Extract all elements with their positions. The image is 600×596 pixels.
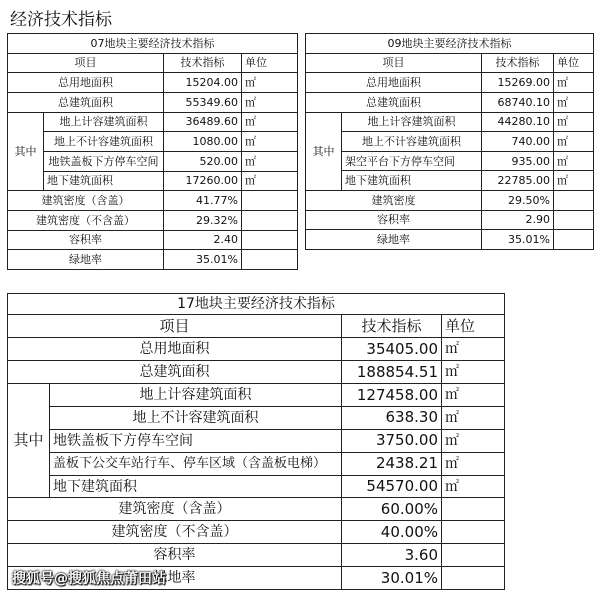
row-unit: ㎡: [442, 406, 505, 429]
row-value: 40.00%: [342, 521, 442, 544]
row-unit: ㎡: [442, 338, 505, 361]
row-label: 建筑密度: [306, 191, 482, 211]
row-value: 55349.60: [164, 92, 242, 112]
row-value: 41.77%: [164, 191, 242, 211]
row-label: 建筑密度（不含盖）: [8, 210, 164, 230]
row-label: 地下建筑面积: [50, 475, 342, 498]
row-label: 总建筑面积: [8, 361, 342, 384]
group-label: 其中: [8, 112, 44, 191]
row-value: 29.50%: [482, 191, 554, 211]
row-label: 地上不计容建筑面积: [342, 132, 482, 152]
row-unit: ㎡: [442, 361, 505, 384]
row-label: 地上计容建筑面积: [342, 112, 482, 132]
row-value: 188854.51: [342, 361, 442, 384]
header-item: 项目: [8, 315, 342, 338]
header-unit: 单位: [242, 53, 298, 73]
row-value: 1080.00: [164, 132, 242, 152]
row-value: 54570.00: [342, 475, 442, 498]
row-label: 地铁盖板下方停车空间: [44, 151, 164, 171]
row-value: 935.00: [482, 151, 554, 171]
row-label: 建筑密度（含盖）: [8, 498, 342, 521]
row-value: 520.00: [164, 151, 242, 171]
row-label: 绿地率: [306, 230, 482, 250]
row-label: 地下建筑面积: [44, 171, 164, 191]
row-unit: ㎡: [442, 475, 505, 498]
row-value: 35405.00: [342, 338, 442, 361]
row-unit: ㎡: [554, 92, 594, 112]
row-unit: ㎡: [242, 73, 298, 93]
row-label: 地上计容建筑面积: [44, 112, 164, 132]
header-unit: 单位: [442, 315, 505, 338]
table-17: [7, 293, 504, 590]
row-label: 总用地面积: [8, 73, 164, 93]
row-label: 总建筑面积: [8, 92, 164, 112]
row-label: 地上不计容建筑面积: [44, 132, 164, 152]
row-value: 127458.00: [342, 384, 442, 407]
row-unit: ㎡: [242, 92, 298, 112]
row-label: 建筑密度（不含盖）: [8, 521, 342, 544]
row-unit: ㎡: [242, 112, 298, 132]
row-label: 绿地率: [8, 567, 342, 590]
row-label: 容积率: [8, 544, 342, 567]
row-unit: ㎡: [242, 151, 298, 171]
table-09: [305, 33, 593, 250]
header-index: 技术指标: [342, 315, 442, 338]
row-label: 地下建筑面积: [342, 171, 482, 191]
row-unit: ㎡: [442, 452, 505, 475]
row-unit: ㎡: [242, 171, 298, 191]
header-index: 技术指标: [164, 53, 242, 73]
row-label: 建筑密度（含盖）: [8, 191, 164, 211]
table-title: 17地块主要经济技术指标: [8, 294, 505, 315]
row-label: 地铁盖板下方停车空间: [50, 429, 342, 452]
row-label: 容积率: [306, 210, 482, 230]
table-07: [7, 33, 297, 270]
table-title: 07地块主要经济技术指标: [8, 34, 298, 54]
header-item: 项目: [8, 53, 164, 73]
watermark: 搜狐号@搜狐焦点莆田站: [12, 571, 166, 587]
row-label: 盖板下公交车站行车、停车区域（含盖板电梯）: [50, 452, 342, 475]
row-label: 地上计容建筑面积: [50, 384, 342, 407]
row-label: 容积率: [8, 230, 164, 250]
row-value: 15269.00: [482, 73, 554, 93]
row-value: 2.90: [482, 210, 554, 230]
table-title: 09地块主要经济技术指标: [306, 34, 594, 54]
group-label: 其中: [306, 112, 342, 191]
row-unit: ㎡: [554, 73, 594, 93]
row-value: 35.01%: [482, 230, 554, 250]
row-value: 44280.10: [482, 112, 554, 132]
row-value: 35.01%: [164, 250, 242, 270]
row-label: 架空平台下方停车空间: [342, 151, 482, 171]
row-value: 3.60: [342, 544, 442, 567]
row-value: 17260.00: [164, 171, 242, 191]
row-value: 15204.00: [164, 73, 242, 93]
row-unit: ㎡: [554, 112, 594, 132]
row-unit: ㎡: [554, 132, 594, 152]
page-title: 经济技术指标: [10, 10, 112, 30]
row-value: 60.00%: [342, 498, 442, 521]
row-label: 地上不计容建筑面积: [50, 406, 342, 429]
row-unit: ㎡: [242, 132, 298, 152]
row-unit: ㎡: [442, 384, 505, 407]
row-value: 740.00: [482, 132, 554, 152]
header-item: 项目: [306, 53, 482, 73]
group-label: 其中: [8, 384, 50, 498]
row-value: 30.01%: [342, 567, 442, 590]
row-value: 22785.00: [482, 171, 554, 191]
row-label: 绿地率: [8, 250, 164, 270]
header-unit: 单位: [554, 53, 594, 73]
header-index: 技术指标: [482, 53, 554, 73]
row-value: 638.30: [342, 406, 442, 429]
row-unit: ㎡: [554, 171, 594, 191]
row-unit: ㎡: [554, 151, 594, 171]
row-value: 29.32%: [164, 210, 242, 230]
row-label: 总建筑面积: [306, 92, 482, 112]
row-value: 36489.60: [164, 112, 242, 132]
row-unit: ㎡: [442, 429, 505, 452]
row-label: 总用地面积: [306, 73, 482, 93]
row-label: 总用地面积: [8, 338, 342, 361]
row-value: 2438.21: [342, 452, 442, 475]
row-value: 2.40: [164, 230, 242, 250]
row-value: 68740.10: [482, 92, 554, 112]
row-value: 3750.00: [342, 429, 442, 452]
